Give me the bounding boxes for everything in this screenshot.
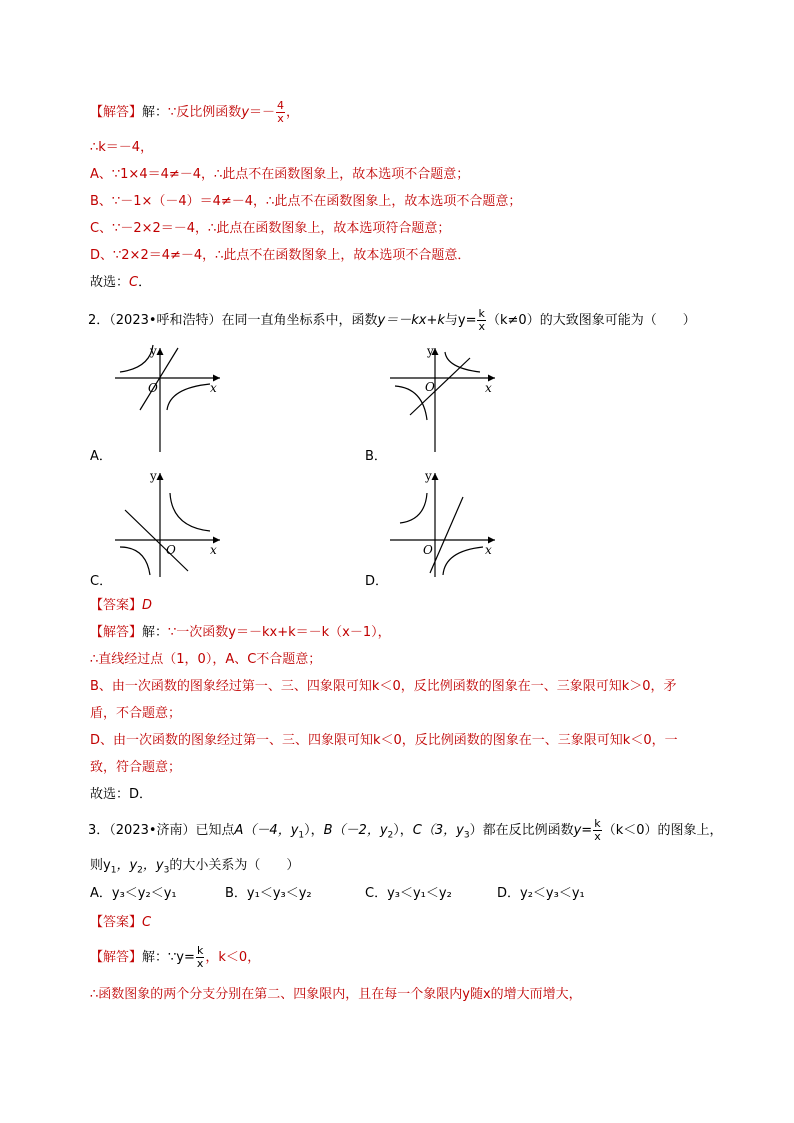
origin-label: O (166, 543, 176, 557)
hyperbola-branch (170, 493, 210, 531)
option-d-label: D． (365, 574, 389, 589)
q3-sol-fraction (196, 945, 205, 970)
q2-func2-left: y= (457, 313, 477, 328)
solution-jie: 解： (142, 105, 169, 120)
option-a-label: A． (90, 449, 112, 464)
q1-y: y (241, 105, 250, 120)
q3-point-b: B（－2，y (323, 823, 388, 838)
q3-condition: （k＜0）的图象上， (602, 823, 723, 838)
q3-option-d: D．y₂＜y₃＜y₁ (497, 886, 585, 901)
q1-solution-line1 (90, 100, 299, 125)
graph-a (110, 340, 230, 455)
q1-choose-label: 故选： (90, 275, 130, 290)
q3-option-a: A．y₃＜y₂＜y₁ (90, 886, 177, 901)
q2-sol-line1 (90, 623, 391, 643)
q2-sol1: ∵一次函数y＝－kx+k＝－k（x－1）， (168, 625, 391, 640)
q2-stem (88, 308, 696, 333)
q2-frac-den: x (478, 320, 485, 333)
q3-line2b: 的大小关系为（ ） (169, 858, 300, 873)
solution-jie: 解：∵ (142, 950, 177, 965)
q3-frac-num: k (594, 817, 601, 830)
q3-answer (90, 913, 151, 933)
q1-line2: ∴k＝－4， (90, 140, 154, 155)
q2-sol2: ∴直线经过点（1，0），A、C不合题意； (90, 652, 322, 667)
axis-x-label: x (210, 381, 217, 395)
origin-label: O (425, 380, 435, 394)
q1-eq: ＝－ (249, 105, 276, 120)
q3-stem-line2: 则$y_1$，$y_2$，$y_3$的大小关系为（ ） (90, 858, 300, 876)
q2-fraction (477, 308, 486, 333)
graph-c (110, 465, 230, 580)
q1-comma: ， (286, 105, 300, 120)
q1-choose-end: ． (138, 275, 152, 290)
graph-b (385, 340, 505, 455)
q2-sol5: D、由一次函数的图象经过第一、三、四象限可知k＜0，反比例函数的图象在一、三象限可知k＜0，一 (90, 733, 678, 748)
q2-mid: 与 (444, 313, 458, 328)
hyperbola-branch (120, 345, 153, 372)
q3-frac-den: x (594, 830, 601, 843)
q3-sol2: ∴函数图象的两个分支分别在第二、四象限内，且在每一个象限内y随x的增大而增大， (90, 987, 582, 1002)
hyperbola-branch (445, 352, 480, 372)
hyperbola-branch (443, 547, 483, 575)
q1-text: ∵反比例函数 (168, 105, 242, 120)
line-graph (140, 348, 178, 410)
axis-y-label: y (427, 344, 434, 358)
q3-sol-den: x (196, 957, 204, 970)
solution-tag: 【解答】 (90, 625, 143, 640)
q1-line-d: D、∵2×2＝4≠－4，∴此点不在函数图象上，故本选项不合题意． (90, 248, 471, 263)
q1-line-b: B、∵－1×（－4）＝4≠－4，∴此点不在函数图象上，故本选项不合题意； (90, 194, 522, 209)
q3-point-c: C（3，y (412, 823, 464, 838)
q1-frac-num: 4 (277, 99, 285, 112)
q1-frac-den: x (277, 112, 284, 125)
axis-x-label: x (485, 381, 492, 395)
axis-y-label: y (150, 344, 157, 358)
q3-stem-line1: 3．（2023•济南）已知点A（－4，$y_1$），B（－2，$y_2$），C（3，$y_3$）都在反比例函数y= $\frac{k}{x}$ （k＜0）的图象上， (88, 817, 723, 843)
q2-answer (90, 596, 152, 616)
solution-tag: 【解答】 (90, 105, 143, 120)
q2-suffix: 的大致图象可能为（ ） (539, 313, 696, 328)
q2-sol4: 盾，不合题意； (90, 706, 182, 721)
q2-prefix: 2．（2023•呼和浩特）在同一直角坐标系中，函数 (88, 313, 378, 328)
q1-fraction (276, 100, 285, 125)
origin-label: O (148, 381, 158, 395)
q1-choose-value: C (129, 275, 139, 290)
hyperbola-branch (167, 384, 210, 410)
q2-sol3: B、由一次函数的图象经过第一、三、四象限可知k＜0，反比例函数的图象在一、三象限可知k＞0，矛 (90, 679, 677, 694)
q2-func1: y＝－kx+k (377, 313, 445, 328)
q3-option-c: C．y₃＜y₁＜y₂ (365, 886, 452, 901)
q2-choose: 故选：D． (90, 787, 153, 802)
q3-tail: 都在反比例函数 (482, 823, 574, 838)
option-c-label: C． (90, 574, 113, 589)
q3-line2: 则y (90, 858, 111, 873)
q3-answer-value: C (142, 915, 152, 930)
q1-choose (90, 273, 151, 293)
q1-line-a: A、∵1×4＝4≠－4，∴此点不在函数图象上，故本选项不合题意； (90, 167, 470, 182)
q1-line-c: C、∵－2×2＝－4，∴此点在函数图象上，故本选项符合题意； (90, 221, 451, 236)
q3-prefix: 3．（2023•济南）已知点 (88, 823, 235, 838)
q2-condition: （k≠0） (487, 313, 540, 328)
q3-fraction (593, 818, 602, 843)
option-b-label: B． (365, 449, 387, 464)
line-graph (410, 358, 470, 415)
q2-frac-num: k (478, 307, 485, 320)
q3-option-b: B．y₁＜y₃＜y₂ (225, 886, 312, 901)
solution-tag: 【解答】 (90, 950, 143, 965)
solution-jie: 解： (142, 625, 169, 640)
answer-tag: 【答案】 (90, 915, 143, 930)
axis-y-label: y (150, 469, 157, 483)
q2-answer-value: D (142, 598, 153, 613)
graph-d (385, 465, 505, 580)
hyperbola-branch (120, 547, 150, 575)
hyperbola-branch (400, 493, 427, 523)
axis-y-label: y (425, 469, 432, 483)
axis-x-label: x (210, 543, 217, 557)
q3-sol-line1 (90, 945, 260, 970)
q3-sol-num: k (196, 944, 204, 957)
q2-sol6: 致，符合题意； (90, 760, 182, 775)
answer-tag: 【答案】 (90, 598, 143, 613)
origin-label: O (423, 543, 433, 557)
q3-func-left: y= (573, 823, 593, 838)
axis-x-label: x (485, 543, 492, 557)
q3-point-a: A（－4，y (234, 823, 299, 838)
q3-sol-func: y= (176, 950, 195, 965)
q3-sol-cond: ，k＜0， (205, 950, 261, 965)
